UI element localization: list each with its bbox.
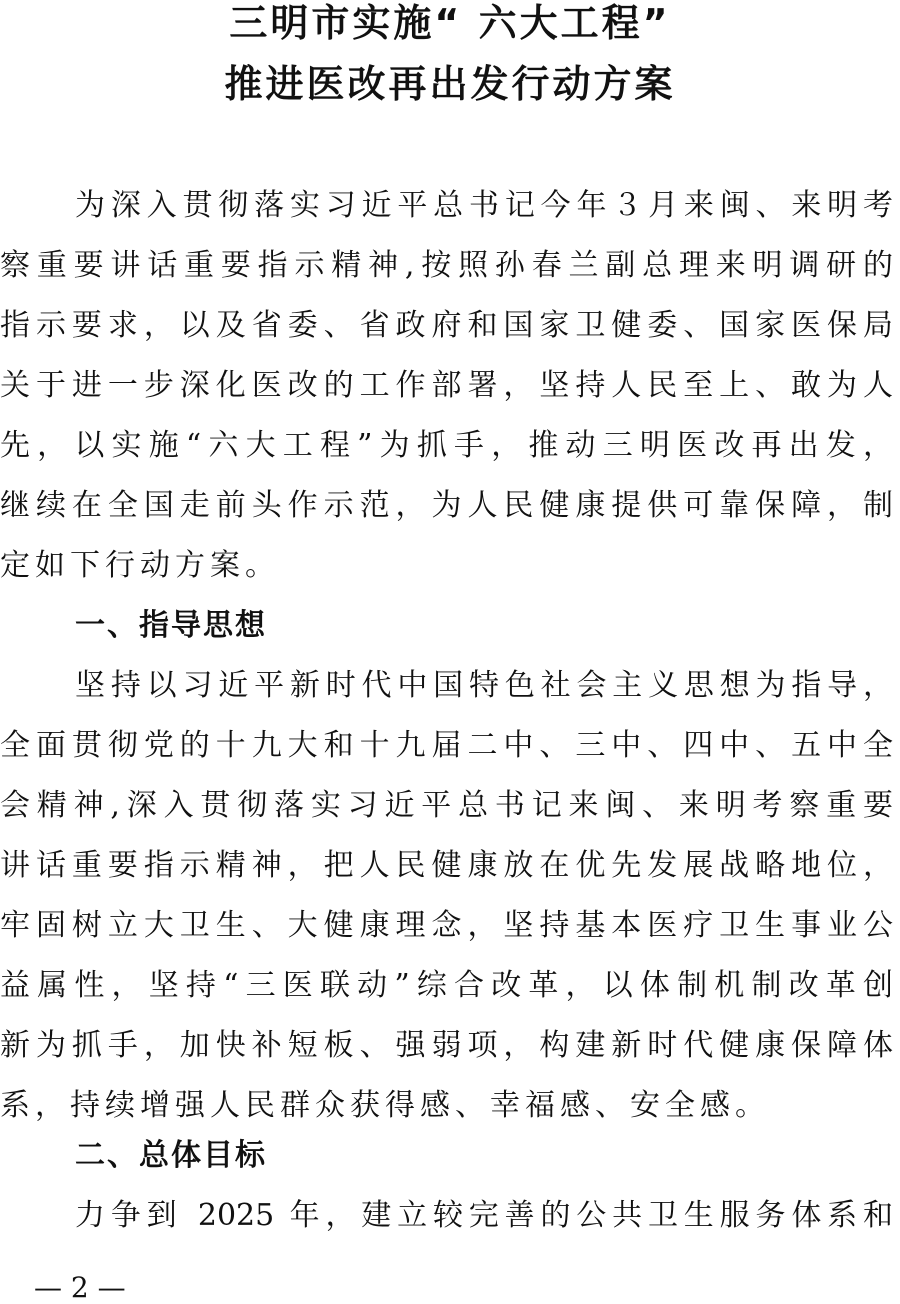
paragraph-line: 为深入贯彻落实习近平总书记今年３月来闽、来明考 [75, 188, 893, 223]
paragraph-line: 会精神,深入贯彻落实习近平总书记来闽、来明考察重要 [0, 788, 893, 823]
paragraph-line: 关于进一步深化医改的工作部署，坚持人民至上、敢为人 [0, 368, 893, 403]
paragraph-line: 定如下行动方案。 [0, 548, 280, 583]
section-heading-guiding-ideology: 一、指导思想 [75, 608, 267, 643]
paragraph-line: 力争到 2025 年，建立较完善的公共卫生服务体系和 [75, 1198, 893, 1233]
paragraph-line: 全面贯彻党的十九大和十九届二中、三中、四中、五中全 [0, 728, 893, 763]
document-title-line-2: 推进医改再出发行动方案 [224, 62, 676, 106]
paragraph-line: 指示要求，以及省委、省政府和国家卫健委、国家医保局 [0, 308, 893, 343]
section-heading-overall-goals: 二、总体目标 [75, 1138, 267, 1173]
paragraph-line: 系，持续增强人民群众获得感、幸福感、安全感。 [0, 1088, 770, 1123]
paragraph-line: 察重要讲话重要指示精神,按照孙春兰副总理来明调研的 [0, 248, 893, 283]
paragraph-line: 讲话重要指示精神，把人民健康放在优先发展战略地位， [0, 848, 893, 883]
paragraph-line: 继续在全国走前头作示范，为人民健康提供可靠保障，制 [0, 488, 893, 523]
paragraph-line: 益属性，坚持“三医联动”综合改革，以体制机制改革创 [0, 968, 893, 1003]
document-title-line-1: 三明市实施“ 六大工程” [229, 1, 671, 45]
paragraph-line: 新为抓手，加快补短板、强弱项，构建新时代健康保障体 [0, 1028, 893, 1063]
paragraph-line: 先，以实施“六大工程”为抓手，推动三明医改再出发， [0, 428, 893, 463]
page-number: — 2 — [34, 1271, 126, 1304]
paragraph-line: 牢固树立大卫生、大健康理念，坚持基本医疗卫生事业公 [0, 908, 893, 943]
paragraph-line: 坚持以习近平新时代中国特色社会主义思想为指导， [75, 668, 893, 703]
